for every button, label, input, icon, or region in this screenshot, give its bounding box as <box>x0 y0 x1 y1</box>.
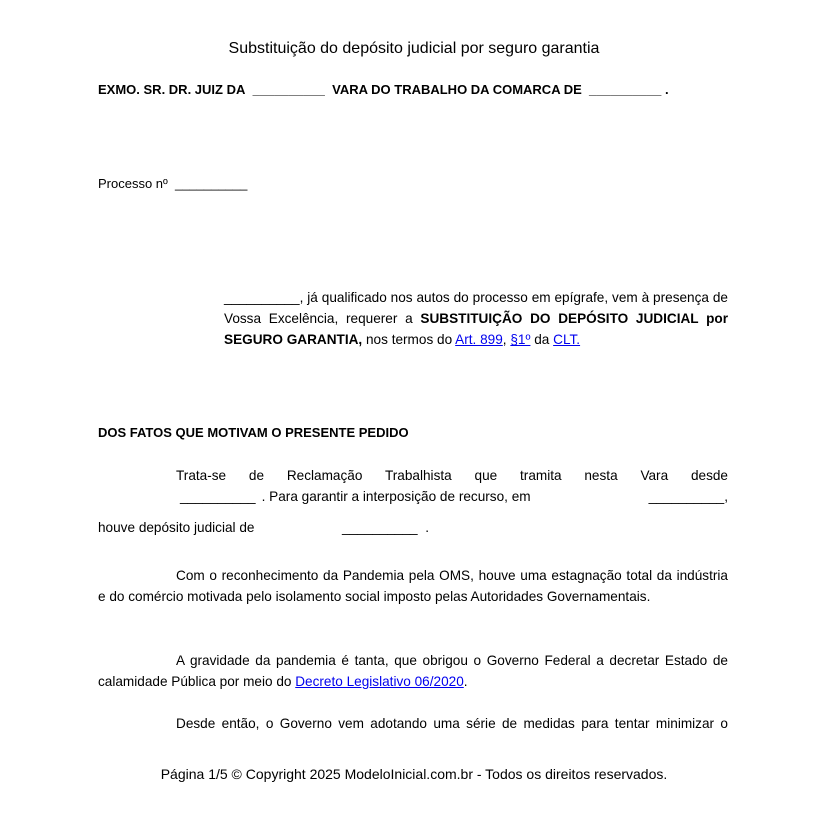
paragraph-pandemic <box>98 565 728 607</box>
intro-text-2: nos termos do <box>366 332 453 347</box>
link-art-899[interactable]: Art. 899 <box>455 332 503 347</box>
page-footer: Página 1/5 © Copyright 2025 ModeloInicial.com.br - Todos os direitos reservados. <box>160 766 668 782</box>
p1-end: . <box>425 520 429 535</box>
p1-text-2: . Para garantir a interposição de recurso, em <box>261 489 531 504</box>
address-end: . <box>664 82 669 97</box>
process-blank: __________ <box>175 176 248 191</box>
paragraph-facts-1 <box>98 465 728 538</box>
address-prefix: EXMO. SR. DR. JUIZ DA <box>98 82 246 97</box>
p3-end: . <box>463 674 468 689</box>
intro-text-3: da <box>534 332 550 347</box>
paragraph-government <box>98 713 728 734</box>
intro-text-1: , já qualificado nos autos do processo em epígrafe, vem à presença de Vossa Excelência, requerer a <box>224 290 728 326</box>
p4-text: Desde então, o Governo vem adotando uma série de medidas para tentar minimizar o <box>176 716 728 731</box>
p4-line <box>98 713 728 734</box>
link-decreto-legislativo[interactable]: Decreto Legislativo 06/2020 <box>295 674 464 689</box>
section-heading: DOS FATOS QUE MOTIVAM O PRESENTE PEDIDO <box>98 425 409 440</box>
link-clt[interactable]: CLT. <box>553 332 581 347</box>
address-middle: VARA DO TRABALHO DA COMARCA DE <box>332 82 582 97</box>
p1-line-2 <box>98 486 728 507</box>
p1-blank-date: __________ <box>180 489 256 504</box>
intro-blank: __________ <box>224 290 300 305</box>
p1-line-1 <box>98 465 728 486</box>
p1-comma: , <box>724 489 728 504</box>
p2-text: Com o reconhecimento da Pandemia pela OMS, houve uma estagnação total da indústria e do comércio motivada pelo isolamento social imposto pelas Autoridades Governamentais. <box>98 568 728 604</box>
paragraph-calamity <box>98 650 728 692</box>
p1-line-3 <box>98 517 728 538</box>
link-paragraph-1[interactable]: §1º <box>510 332 531 347</box>
intro-paragraph <box>224 287 728 350</box>
document-title: Substituição do depósito judicial por seguro garantia <box>228 40 600 57</box>
p1-line-1-text: Trata-se de Reclamação Trabalhista que tramita nesta Vara desde <box>176 468 728 483</box>
p1-blank-value: __________ <box>342 520 418 535</box>
p1-blank-date-2: __________ <box>648 489 725 504</box>
intro-bold-request: SUBSTITUIÇÃO DO DEPÓSITO JUDICIAL por SEGURO GARANTIA, <box>224 311 728 347</box>
address-blank-comarca: __________ <box>589 82 662 97</box>
address-blank-vara: __________ <box>252 82 325 97</box>
court-address <box>98 82 669 97</box>
process-number <box>98 176 247 191</box>
process-label: Processo nº <box>98 176 168 191</box>
p1-text-3: houve depósito judicial de <box>98 520 255 535</box>
p3-text: A gravidade da pandemia é tanta, que obrigou o Governo Federal a decretar Estado de calamidade Pública por meio do <box>98 653 728 689</box>
intro-comma: , <box>502 332 507 347</box>
